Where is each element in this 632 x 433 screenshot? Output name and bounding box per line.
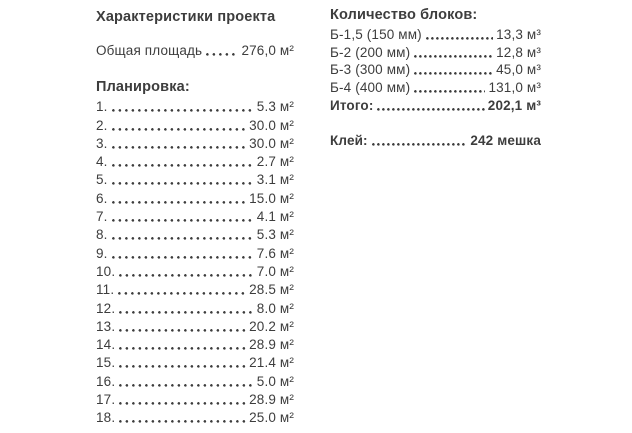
- dot-leader: [119, 329, 246, 332]
- total-area-value: 276,0 м²: [241, 43, 294, 58]
- item-number: 9.: [96, 245, 108, 261]
- blocks-total-label: Итого:: [330, 97, 374, 113]
- planning-title: Планировка:: [96, 79, 190, 95]
- item-number: 6.: [96, 190, 108, 206]
- item-number: 7.: [96, 209, 108, 225]
- item-value: 7.0 м²: [256, 263, 294, 279]
- dot-leader: [119, 347, 246, 350]
- dot-leader: [112, 146, 247, 149]
- item-value: 25.0 м²: [249, 410, 294, 426]
- block-row: [330, 77, 541, 95]
- item-value: 8.0 м²: [256, 300, 294, 316]
- planning-item-row: [96, 261, 294, 279]
- planning-item-row: [96, 242, 294, 260]
- planning-item-row: [96, 224, 294, 242]
- glue-value: 242 мешка: [470, 132, 541, 148]
- item-number: 5.: [96, 172, 108, 188]
- block-value: 45,0 м³: [496, 62, 541, 78]
- block-quantity-section: [330, 6, 541, 148]
- item-number: 18.: [96, 410, 116, 426]
- blocks-list: [330, 24, 541, 95]
- item-value: 21.4 м²: [249, 355, 294, 371]
- blocks-total-row: [330, 95, 541, 113]
- dot-leader: [112, 182, 254, 185]
- item-number: 3.: [96, 135, 108, 151]
- planning-list: [96, 96, 294, 425]
- blocks-title: Количество блоков:: [330, 7, 478, 23]
- item-number: 2.: [96, 117, 108, 133]
- dot-leader: [206, 53, 238, 56]
- item-value: 2.7 м²: [256, 154, 294, 170]
- dot-leader: [112, 219, 254, 222]
- item-value: 30.0 м²: [249, 135, 294, 151]
- total-area-row: [96, 40, 294, 58]
- dot-leader: [112, 201, 247, 204]
- total-area-label: Общая площадь: [96, 43, 203, 58]
- dot-leader: [112, 256, 254, 259]
- item-number: 12.: [96, 300, 116, 316]
- planning-item-row: [96, 96, 294, 114]
- dot-leader: [414, 55, 493, 58]
- dot-leader: [112, 164, 254, 167]
- characteristics-title: Характеристики проекта: [96, 9, 276, 25]
- project-characteristics-section: [96, 8, 294, 425]
- item-number: 16.: [96, 373, 116, 389]
- item-number: 8.: [96, 227, 108, 243]
- dot-leader: [414, 90, 485, 93]
- planning-item-row: [96, 370, 294, 388]
- block-value: 131,0 м³: [488, 80, 541, 96]
- dot-leader: [118, 292, 246, 295]
- item-number: 14.: [96, 337, 116, 353]
- item-number: 17.: [96, 392, 116, 408]
- planning-item-row: [96, 169, 294, 187]
- item-value: 30.0 м²: [249, 117, 294, 133]
- planning-item-row: [96, 297, 294, 315]
- planning-item-row: [96, 407, 294, 425]
- glue-label: Клей:: [330, 132, 368, 148]
- dot-leader: [119, 420, 246, 423]
- item-number: 15.: [96, 355, 116, 371]
- item-value: 4.1 м²: [256, 209, 294, 225]
- planning-item-row: [96, 206, 294, 224]
- item-number: 11.: [96, 282, 115, 298]
- glue-row: [330, 130, 541, 148]
- dot-leader: [112, 109, 254, 112]
- item-value: 28.5 м²: [249, 282, 294, 298]
- dot-leader: [414, 72, 493, 75]
- block-row: [330, 42, 541, 60]
- dot-leader: [112, 128, 247, 131]
- blocks-total-value: 202,1 м³: [487, 97, 541, 113]
- planning-item-row: [96, 352, 294, 370]
- dot-leader: [119, 402, 246, 405]
- dot-leader: [377, 108, 484, 111]
- planning-item-row: [96, 187, 294, 205]
- dot-leader: [426, 37, 493, 40]
- item-value: 20.2 м²: [249, 318, 294, 334]
- item-number: 1.: [96, 99, 108, 115]
- block-row: [330, 24, 541, 42]
- planning-item-row: [96, 316, 294, 334]
- item-value: 28.9 м²: [249, 392, 294, 408]
- item-value: 5.0 м²: [256, 373, 294, 389]
- dot-leader: [372, 143, 468, 146]
- item-value: 28.9 м²: [249, 337, 294, 353]
- block-label: Б-3 (300 мм): [330, 62, 411, 78]
- block-row: [330, 60, 541, 78]
- planning-item-row: [96, 389, 294, 407]
- planning-item-row: [96, 114, 294, 132]
- block-value: 13,3 м³: [496, 26, 541, 42]
- block-label: Б-1,5 (150 мм): [330, 26, 422, 42]
- dot-leader: [119, 274, 254, 277]
- item-value: 5.3 м²: [256, 99, 294, 115]
- item-value: 5.3 м²: [256, 227, 294, 243]
- item-value: 3.1 м²: [256, 172, 294, 188]
- item-value: 7.6 м²: [256, 245, 294, 261]
- item-number: 4.: [96, 154, 108, 170]
- item-number: 10.: [96, 263, 116, 279]
- dot-leader: [119, 311, 254, 314]
- dot-leader: [119, 384, 254, 387]
- item-value: 15.0 м²: [249, 190, 294, 206]
- planning-item-row: [96, 334, 294, 352]
- block-value: 12,8 м³: [496, 44, 541, 60]
- block-label: Б-4 (400 мм): [330, 80, 411, 96]
- planning-item-row: [96, 133, 294, 151]
- dot-leader: [112, 237, 254, 240]
- block-label: Б-2 (200 мм): [330, 44, 411, 60]
- item-number: 13.: [96, 318, 116, 334]
- planning-item-row: [96, 279, 294, 297]
- planning-item-row: [96, 151, 294, 169]
- dot-leader: [119, 365, 246, 368]
